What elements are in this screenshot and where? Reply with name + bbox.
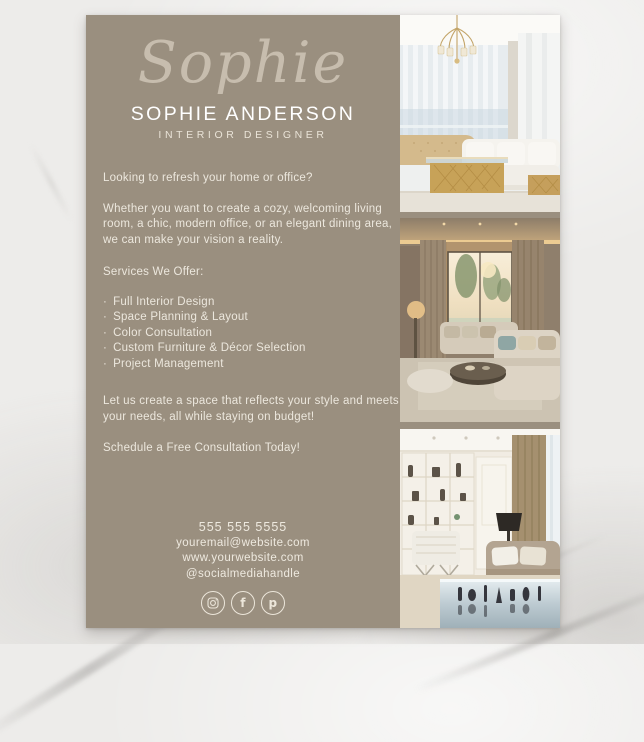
designer-name: SOPHIE ANDERSON bbox=[130, 103, 356, 125]
website-url: www.yourwebsite.com bbox=[182, 552, 304, 564]
social-handle: @socialmediahandle bbox=[185, 567, 301, 580]
service-item: · Full Interior Design bbox=[103, 295, 399, 311]
email-address: youremail@website.com bbox=[176, 536, 310, 549]
services-heading: Services We Offer: bbox=[103, 266, 204, 278]
closing-paragraph: Let us create a space that reflects your style and meets your needs, all while staying on budget! bbox=[103, 395, 399, 423]
cta-line: Schedule a Free Consultation Today! bbox=[103, 442, 301, 454]
contact-block bbox=[86, 520, 400, 615]
pinterest-icon: p bbox=[261, 591, 285, 615]
photo-bright-classic-living-room bbox=[400, 15, 560, 212]
photo-modern-warm-living-room bbox=[400, 218, 560, 422]
flyer-body-copy bbox=[103, 171, 399, 457]
social-icons-row bbox=[86, 591, 400, 615]
interior-designer-flyer bbox=[86, 15, 560, 628]
designer-title: INTERIOR DESIGNER bbox=[158, 129, 328, 141]
service-item: · Space Planning & Layout bbox=[103, 310, 399, 326]
intro-line: Looking to refresh your home or office? bbox=[103, 172, 313, 184]
service-item: · Project Management bbox=[103, 357, 399, 373]
photo-column bbox=[400, 15, 560, 628]
marble-vein bbox=[28, 142, 75, 224]
photo-elegant-lounge-room bbox=[400, 429, 560, 628]
services-list bbox=[103, 295, 399, 373]
service-item: · Color Consultation bbox=[103, 326, 399, 342]
facebook-icon: f bbox=[231, 591, 255, 615]
instagram-icon bbox=[201, 591, 225, 615]
service-item: · Custom Furniture & Décor Selection bbox=[103, 341, 399, 357]
phone-number: 555 555 5555 bbox=[198, 520, 288, 534]
script-logo: Sophie bbox=[137, 30, 349, 96]
pitch-paragraph: Whether you want to create a cozy, welcoming living room, a chic, modern office, or an elegant dining area, we can make your vision a reality. bbox=[103, 202, 393, 246]
